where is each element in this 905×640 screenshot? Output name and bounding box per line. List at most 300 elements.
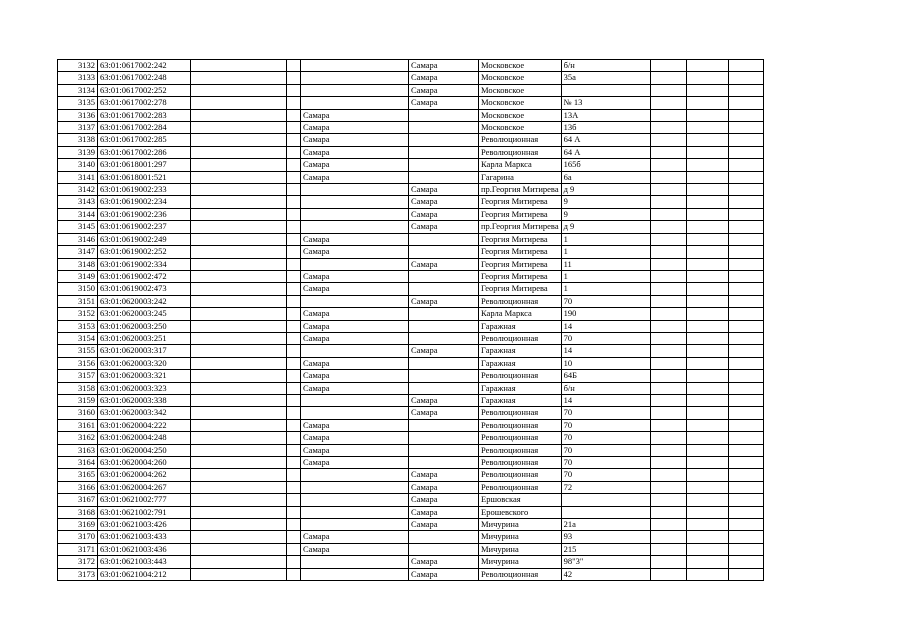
table-row <box>58 84 764 96</box>
empty-cell <box>650 122 686 134</box>
street-cell: Карла Маркса <box>479 159 562 171</box>
locality-cell <box>301 568 409 580</box>
row-number-cell: 3156 <box>58 357 98 369</box>
row-number-cell: 3161 <box>58 419 98 431</box>
empty-cell <box>686 382 728 394</box>
row-number-cell: 3160 <box>58 407 98 419</box>
street-cell: Гаражная <box>479 345 562 357</box>
city-cell: Самара <box>409 494 479 506</box>
house-number-cell: 72 <box>561 481 650 493</box>
city-cell: Самара <box>409 469 479 481</box>
empty-cell <box>191 146 287 158</box>
table-row <box>58 60 764 72</box>
empty-cell <box>650 72 686 84</box>
empty-cell <box>191 320 287 332</box>
cadastral-number-cell: 63:01:0619002:472 <box>98 270 191 282</box>
empty-cell <box>650 382 686 394</box>
empty-cell <box>191 370 287 382</box>
cadastral-number-cell: 63:01:0619002:234 <box>98 196 191 208</box>
empty-cell <box>191 97 287 109</box>
city-cell <box>409 159 479 171</box>
street-cell: Георгия Митирева <box>479 270 562 282</box>
empty-cell <box>287 308 301 320</box>
locality-cell: Самара <box>301 543 409 555</box>
empty-cell <box>191 345 287 357</box>
empty-cell <box>650 109 686 121</box>
empty-cell <box>287 208 301 220</box>
empty-cell <box>191 233 287 245</box>
cadastral-number-cell: 63:01:0617002:248 <box>98 72 191 84</box>
empty-cell <box>686 481 728 493</box>
empty-cell <box>650 233 686 245</box>
house-number-cell <box>561 84 650 96</box>
empty-cell <box>287 258 301 270</box>
street-cell: Ерошевского <box>479 506 562 518</box>
empty-cell <box>287 134 301 146</box>
street-cell: пр.Георгия Митирева <box>479 221 562 233</box>
table-row <box>58 122 764 134</box>
table-row <box>58 345 764 357</box>
empty-cell <box>287 556 301 568</box>
city-cell <box>409 171 479 183</box>
row-number-cell: 3154 <box>58 332 98 344</box>
row-number-cell: 3152 <box>58 308 98 320</box>
empty-cell <box>650 432 686 444</box>
house-number-cell: 93 <box>561 531 650 543</box>
empty-cell <box>287 382 301 394</box>
empty-cell <box>728 457 763 469</box>
table-row <box>58 357 764 369</box>
cadastral-number-cell: 63:01:0617002:278 <box>98 97 191 109</box>
empty-cell <box>728 159 763 171</box>
locality-cell <box>301 184 409 196</box>
locality-cell <box>301 407 409 419</box>
empty-cell <box>686 370 728 382</box>
empty-cell <box>287 519 301 531</box>
row-number-cell: 3168 <box>58 506 98 518</box>
street-cell: Революционная <box>479 432 562 444</box>
city-cell: Самара <box>409 97 479 109</box>
empty-cell <box>191 531 287 543</box>
house-number-cell: 64 А <box>561 146 650 158</box>
row-number-cell: 3142 <box>58 184 98 196</box>
row-number-cell: 3138 <box>58 134 98 146</box>
city-cell <box>409 357 479 369</box>
street-cell: Революционная <box>479 469 562 481</box>
city-cell <box>409 320 479 332</box>
house-number-cell: 1 <box>561 283 650 295</box>
city-cell: Самара <box>409 84 479 96</box>
house-number-cell: 9 <box>561 208 650 220</box>
locality-cell <box>301 345 409 357</box>
locality-cell <box>301 556 409 568</box>
row-number-cell: 3165 <box>58 469 98 481</box>
city-cell <box>409 444 479 456</box>
house-number-cell: 14 <box>561 345 650 357</box>
street-cell: Ершовская <box>479 494 562 506</box>
empty-cell <box>650 270 686 282</box>
city-cell: Самара <box>409 481 479 493</box>
house-number-cell: № 13 <box>561 97 650 109</box>
empty-cell <box>287 270 301 282</box>
cadastral-number-cell: 63:01:0620004:262 <box>98 469 191 481</box>
locality-cell <box>301 394 409 406</box>
cadastral-number-cell: 63:01:0619002:249 <box>98 233 191 245</box>
table-row <box>58 134 764 146</box>
empty-cell <box>191 171 287 183</box>
house-number-cell: б/н <box>561 60 650 72</box>
empty-cell <box>686 457 728 469</box>
empty-cell <box>287 394 301 406</box>
empty-cell <box>287 97 301 109</box>
empty-cell <box>287 184 301 196</box>
row-number-cell: 3143 <box>58 196 98 208</box>
empty-cell <box>728 146 763 158</box>
street-cell: Революционная <box>479 568 562 580</box>
empty-cell <box>191 469 287 481</box>
empty-cell <box>728 122 763 134</box>
empty-cell <box>728 469 763 481</box>
empty-cell <box>191 543 287 555</box>
empty-cell <box>686 208 728 220</box>
empty-cell <box>191 519 287 531</box>
locality-cell: Самара <box>301 122 409 134</box>
empty-cell <box>287 345 301 357</box>
empty-cell <box>728 556 763 568</box>
house-number-cell: 9 <box>561 196 650 208</box>
empty-cell <box>650 283 686 295</box>
empty-cell <box>650 357 686 369</box>
empty-cell <box>191 159 287 171</box>
empty-cell <box>686 494 728 506</box>
row-number-cell: 3134 <box>58 84 98 96</box>
empty-cell <box>287 506 301 518</box>
cadastral-number-cell: 63:01:0621002:777 <box>98 494 191 506</box>
empty-cell <box>650 60 686 72</box>
empty-cell <box>686 568 728 580</box>
empty-cell <box>728 72 763 84</box>
empty-cell <box>650 457 686 469</box>
empty-cell <box>686 134 728 146</box>
empty-cell <box>191 382 287 394</box>
house-number-cell: б/н <box>561 382 650 394</box>
empty-cell <box>686 221 728 233</box>
row-number-cell: 3169 <box>58 519 98 531</box>
row-number-cell: 3135 <box>58 97 98 109</box>
empty-cell <box>728 283 763 295</box>
empty-cell <box>728 370 763 382</box>
empty-cell <box>728 134 763 146</box>
empty-cell <box>287 481 301 493</box>
empty-cell <box>686 84 728 96</box>
street-cell: Московское <box>479 122 562 134</box>
locality-cell: Самара <box>301 171 409 183</box>
property-register-table <box>57 59 764 581</box>
empty-cell <box>686 109 728 121</box>
empty-cell <box>191 556 287 568</box>
empty-cell <box>650 556 686 568</box>
table-row <box>58 221 764 233</box>
empty-cell <box>728 345 763 357</box>
street-cell: Мичурина <box>479 543 562 555</box>
empty-cell <box>686 407 728 419</box>
city-cell: Самара <box>409 60 479 72</box>
cadastral-number-cell: 63:01:0617002:252 <box>98 84 191 96</box>
empty-cell <box>287 283 301 295</box>
empty-cell <box>650 394 686 406</box>
empty-cell <box>287 122 301 134</box>
empty-cell <box>728 407 763 419</box>
empty-cell <box>650 444 686 456</box>
empty-cell <box>191 270 287 282</box>
table-row <box>58 258 764 270</box>
empty-cell <box>191 84 287 96</box>
table-row <box>58 72 764 84</box>
city-cell: Самара <box>409 345 479 357</box>
empty-cell <box>650 196 686 208</box>
table-row <box>58 568 764 580</box>
empty-cell <box>728 258 763 270</box>
locality-cell: Самара <box>301 432 409 444</box>
house-number-cell: 70 <box>561 444 650 456</box>
street-cell: Революционная <box>479 332 562 344</box>
cadastral-number-cell: 63:01:0620003:245 <box>98 308 191 320</box>
empty-cell <box>287 568 301 580</box>
empty-cell <box>686 283 728 295</box>
row-number-cell: 3162 <box>58 432 98 444</box>
cadastral-number-cell: 63:01:0620004:222 <box>98 419 191 431</box>
city-cell: Самара <box>409 407 479 419</box>
empty-cell <box>686 531 728 543</box>
locality-cell <box>301 506 409 518</box>
city-cell <box>409 370 479 382</box>
house-number-cell: 1 <box>561 233 650 245</box>
empty-cell <box>686 519 728 531</box>
city-cell <box>409 246 479 258</box>
locality-cell: Самара <box>301 531 409 543</box>
empty-cell <box>686 419 728 431</box>
table-row <box>58 246 764 258</box>
table-row <box>58 519 764 531</box>
empty-cell <box>191 221 287 233</box>
empty-cell <box>686 97 728 109</box>
house-number-cell: д 9 <box>561 221 650 233</box>
table-row <box>58 270 764 282</box>
house-number-cell: 1 <box>561 246 650 258</box>
empty-cell <box>287 109 301 121</box>
empty-cell <box>650 519 686 531</box>
empty-cell <box>686 394 728 406</box>
empty-cell <box>686 345 728 357</box>
locality-cell: Самара <box>301 457 409 469</box>
locality-cell <box>301 97 409 109</box>
cadastral-number-cell: 63:01:0620003:250 <box>98 320 191 332</box>
house-number-cell <box>561 494 650 506</box>
table-row <box>58 457 764 469</box>
cadastral-number-cell: 63:01:0617002:284 <box>98 122 191 134</box>
empty-cell <box>650 295 686 307</box>
empty-cell <box>728 506 763 518</box>
empty-cell <box>191 481 287 493</box>
empty-cell <box>728 382 763 394</box>
street-cell: Гагарина <box>479 171 562 183</box>
empty-cell <box>686 295 728 307</box>
city-cell <box>409 457 479 469</box>
empty-cell <box>287 457 301 469</box>
empty-cell <box>686 556 728 568</box>
cadastral-number-cell: 63:01:0618001:521 <box>98 171 191 183</box>
empty-cell <box>287 332 301 344</box>
street-cell: Карла Маркса <box>479 308 562 320</box>
empty-cell <box>650 345 686 357</box>
empty-cell <box>191 134 287 146</box>
cadastral-number-cell: 63:01:0620004:260 <box>98 457 191 469</box>
empty-cell <box>287 543 301 555</box>
empty-cell <box>686 506 728 518</box>
cadastral-number-cell: 63:01:0621003:433 <box>98 531 191 543</box>
empty-cell <box>191 444 287 456</box>
empty-cell <box>287 60 301 72</box>
street-cell: Революционная <box>479 146 562 158</box>
table-row <box>58 494 764 506</box>
table-row <box>58 109 764 121</box>
city-cell <box>409 109 479 121</box>
street-cell: Георгия Митирева <box>479 196 562 208</box>
empty-cell <box>191 432 287 444</box>
empty-cell <box>728 531 763 543</box>
table-row <box>58 382 764 394</box>
row-number-cell: 3171 <box>58 543 98 555</box>
locality-cell: Самара <box>301 134 409 146</box>
table-row <box>58 184 764 196</box>
house-number-cell: 21а <box>561 519 650 531</box>
city-cell <box>409 531 479 543</box>
locality-cell <box>301 72 409 84</box>
house-number-cell: 70 <box>561 332 650 344</box>
street-cell: Революционная <box>479 444 562 456</box>
empty-cell <box>287 159 301 171</box>
street-cell: Георгия Митирева <box>479 283 562 295</box>
cadastral-number-cell: 63:01:0619002:236 <box>98 208 191 220</box>
empty-cell <box>287 370 301 382</box>
empty-cell <box>728 332 763 344</box>
empty-cell <box>650 246 686 258</box>
empty-cell <box>650 419 686 431</box>
empty-cell <box>728 444 763 456</box>
empty-cell <box>650 469 686 481</box>
row-number-cell: 3146 <box>58 233 98 245</box>
city-cell: Самара <box>409 394 479 406</box>
city-cell: Самара <box>409 72 479 84</box>
locality-cell <box>301 481 409 493</box>
table-row <box>58 196 764 208</box>
empty-cell <box>650 184 686 196</box>
cadastral-number-cell: 63:01:0619002:233 <box>98 184 191 196</box>
table-row <box>58 159 764 171</box>
house-number-cell: 70 <box>561 457 650 469</box>
table-row <box>58 171 764 183</box>
row-number-cell: 3158 <box>58 382 98 394</box>
table-row <box>58 481 764 493</box>
empty-cell <box>728 432 763 444</box>
empty-cell <box>287 469 301 481</box>
street-cell: Революционная <box>479 419 562 431</box>
street-cell: Революционная <box>479 407 562 419</box>
empty-cell <box>191 308 287 320</box>
cadastral-number-cell: 63:01:0620004:250 <box>98 444 191 456</box>
empty-cell <box>686 320 728 332</box>
table-row <box>58 556 764 568</box>
empty-cell <box>728 320 763 332</box>
house-number-cell: 14 <box>561 320 650 332</box>
row-number-cell: 3172 <box>58 556 98 568</box>
row-number-cell: 3136 <box>58 109 98 121</box>
street-cell: Революционная <box>479 481 562 493</box>
locality-cell <box>301 84 409 96</box>
table-row <box>58 469 764 481</box>
cadastral-number-cell: 63:01:0621003:436 <box>98 543 191 555</box>
row-number-cell: 3139 <box>58 146 98 158</box>
row-number-cell: 3147 <box>58 246 98 258</box>
empty-cell <box>686 146 728 158</box>
house-number-cell: 11 <box>561 258 650 270</box>
city-cell <box>409 146 479 158</box>
city-cell <box>409 332 479 344</box>
empty-cell <box>650 258 686 270</box>
table-row <box>58 233 764 245</box>
street-cell: Гаражная <box>479 382 562 394</box>
cadastral-number-cell: 63:01:0620003:342 <box>98 407 191 419</box>
cadastral-number-cell: 63:01:0620003:321 <box>98 370 191 382</box>
empty-cell <box>650 146 686 158</box>
empty-cell <box>728 84 763 96</box>
house-number-cell: 98"3" <box>561 556 650 568</box>
empty-cell <box>686 171 728 183</box>
empty-cell <box>191 332 287 344</box>
cadastral-number-cell: 63:01:0617002:283 <box>98 109 191 121</box>
empty-cell <box>650 481 686 493</box>
empty-cell <box>728 481 763 493</box>
locality-cell <box>301 494 409 506</box>
row-number-cell: 3170 <box>58 531 98 543</box>
table-row <box>58 419 764 431</box>
house-number-cell: 64Б <box>561 370 650 382</box>
house-number-cell: 70 <box>561 407 650 419</box>
empty-cell <box>287 419 301 431</box>
empty-cell <box>686 332 728 344</box>
table-row <box>58 308 764 320</box>
empty-cell <box>650 221 686 233</box>
empty-cell <box>728 270 763 282</box>
empty-cell <box>191 246 287 258</box>
house-number-cell: 165б <box>561 159 650 171</box>
table-row <box>58 208 764 220</box>
street-cell: Московское <box>479 84 562 96</box>
cadastral-number-cell: 63:01:0620003:242 <box>98 295 191 307</box>
city-cell: Самара <box>409 196 479 208</box>
empty-cell <box>287 171 301 183</box>
empty-cell <box>728 221 763 233</box>
street-cell: Московское <box>479 97 562 109</box>
row-number-cell: 3145 <box>58 221 98 233</box>
empty-cell <box>287 196 301 208</box>
street-cell: Мичурина <box>479 519 562 531</box>
street-cell: Георгия Митирева <box>479 258 562 270</box>
empty-cell <box>650 97 686 109</box>
empty-cell <box>686 60 728 72</box>
row-number-cell: 3167 <box>58 494 98 506</box>
house-number-cell: 6а <box>561 171 650 183</box>
